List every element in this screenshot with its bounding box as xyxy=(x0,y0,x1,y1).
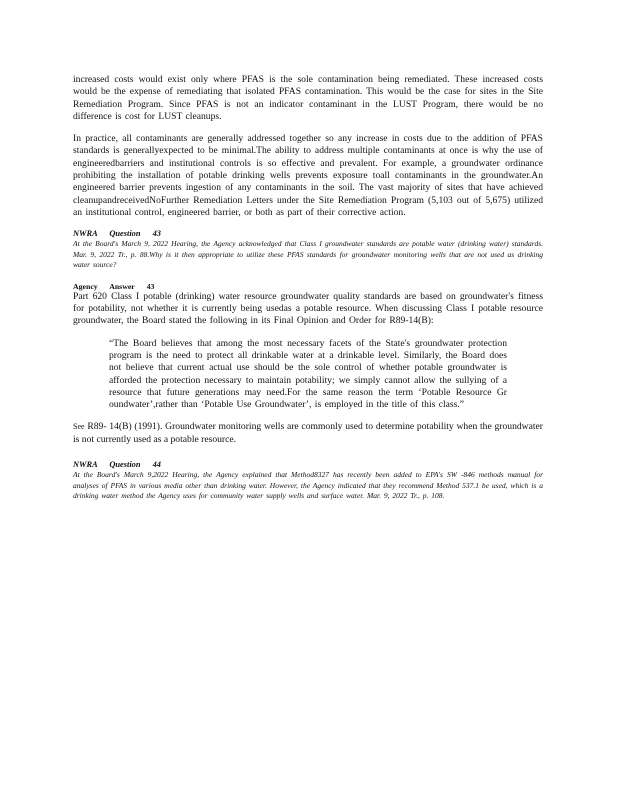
question-43-label: Question xyxy=(109,229,141,239)
question-44-text: At the Board's March 9,2022 Hearing, the Agency explained that Method8327 has recently been added to EPA's SW -846 methods manual for analyses of PFAS in various media other than drinking water. However, the Agency indicated that they recommend Method 537.1 be used, which is a drinking water method the Agency uses for community water supply wells and surface water. Mar. 9, 2022 Tr., p. 108. xyxy=(73,470,543,501)
question-44-number: 44 xyxy=(152,460,161,470)
citation-text: R89- 14(B) (1991). Groundwater monitoring wells are commonly used to determine potability when the groundwater is not currently used as a potable resource. xyxy=(73,421,543,445)
answer-43-org: Agency xyxy=(73,281,98,291)
answer-43-citation xyxy=(73,421,543,446)
question-43-text: At the Board's March 9, 2022 Hearing, the Agency acknowledged that Class I groundwater standards are potable water (drinking water) standards. Mar. 9, 2022 Tr., p. 88.Why is it then appropriate to utilize these PFAS standards for groundwater monitoring wells that are not used as drinking water source? xyxy=(73,239,543,270)
question-43 xyxy=(73,229,543,271)
question-43-org: NWRA xyxy=(73,229,98,239)
question-44-org: NWRA xyxy=(73,460,98,470)
document-page xyxy=(73,74,543,513)
question-44-heading xyxy=(73,460,543,469)
question-43-number: 43 xyxy=(152,229,161,239)
question-44 xyxy=(73,460,543,502)
answer-43-number: 43 xyxy=(146,281,155,291)
see-signal: See xyxy=(73,422,85,432)
answer-43-label: Answer xyxy=(109,281,135,291)
answer-43-text: Part 620 Class I potable (drinking) water resource groundwater quality standards are based on groundwater's fitness for potability, not whether it is currently being usedas a potable resource. When discussing Class I potable resource groundwater, the Board stated the following in its Final Opinion and Order for R89-14(B): xyxy=(73,290,543,327)
question-43-heading xyxy=(73,229,543,238)
answer-43-heading xyxy=(73,282,543,291)
question-44-label: Question xyxy=(109,460,141,470)
paragraph-cost-increase: increased costs would exist only where PFAS is the sole contamination being remediated. These increased costs would be the expense of remediating that isolated PFAS contamination. This would be the case for sites in the Site Remediation Program. Since PFAS is not an indicator contaminant in the LUST Program, there would be no difference is cost for LUST cleanups. xyxy=(73,74,543,122)
answer-43 xyxy=(73,282,543,446)
paragraph-in-practice: In practice, all contaminants are generally addressed together so any increase in costs due to the addition of PFAS standards is generallyexpected to be minimal.The ability to address multiple contaminants at once is why the use of engineeredbarriers and institutional controls is so effective and prevalent. For example, a groundwater ordinance prohibiting the installation of potable drinking wells prevents exposure toall contaminants in the groundwater.An engineered barrier prevents ingestion of any contaminants in the soil. The vast majority of sites that have achieved cleanupandreceivedNoFurther Remediation Letters under the Site Remediation Program (5,103 out of 5,675) utilized an institutional control, engineered barrier, or both as part of their corrective action. xyxy=(73,133,543,218)
board-quote-block: “The Board believes that among the most necessary facets of the State's groundwater protection program is the need to protect all drinkable water at a drinkable level. Similarly, the Board does not believe that current actual use should be the sole control of whether potable groundwater is afforded the protection necessary to maintain potability; we simply cannot allow the sullying of a resource that future generations may need.For the same reason the term ‘Potable Resource Gr oundwater’,rather than ‘Potable Use Groundwater’, is employed in the title of this class.” xyxy=(109,337,507,411)
